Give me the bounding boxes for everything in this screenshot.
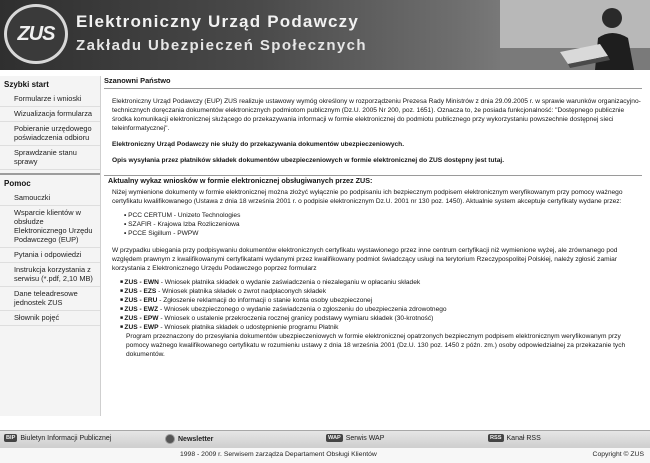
- sidebar-section-help: Pomoc: [4, 179, 31, 188]
- form-link-ewz[interactable]: ZUS - EWZ: [124, 306, 159, 313]
- form-desc: - Wniosek o ustalenie przekroczenia rocznej granicy podstawy wymiaru składek (30-krotność): [158, 315, 434, 322]
- bip-link[interactable]: [4, 434, 111, 442]
- sidebar-item-form-visualization[interactable]: Wizualizacja formularza: [0, 107, 100, 122]
- forms-list-title: Aktualny wykaz wniosków w formie elektronicznej obsługiwanych przez ZUS:: [108, 176, 373, 185]
- form-desc: - Wniosek płatnika składek o udostępnienie programu Płatnik: [158, 324, 339, 331]
- sidebar-item-contact-data[interactable]: Dane teleadresowe jednostek ZUS: [0, 287, 100, 311]
- newsletter-link[interactable]: [165, 434, 213, 444]
- rss-link[interactable]: [488, 434, 541, 442]
- rss-label: Kanał RSS: [506, 434, 541, 442]
- sidebar-section-quick-start: Szybki start: [4, 80, 49, 89]
- site-subtitle: Zakładu Ubezpieczeń Społecznych: [76, 37, 367, 54]
- certificate-warning: W przypadku ubiegania przy podpisywaniu dokumentów elektronicznych certyfikatu wystawionego przez inne centrum certyfikacji niż wymienione wyżej, ale zrównanego pod względem prawnym z kwalifikowanymi certyfikatami wydanymi przez kwalifikowany podmiot świadczący usługi na terytorium Rzeczypospolitej Polskiej, należy zgłosić zamiar korzystania z Elektronicznego Urzędu Podawczego poprzez formularz: [112, 247, 618, 272]
- form-link-eru[interactable]: ZUS - ERU: [124, 297, 158, 304]
- footer-management-text: 1998 - 2009 r. Serwisem zarządza Departament Obsługi Klientów: [180, 451, 377, 458]
- footer-link-bar: [0, 430, 650, 447]
- list-item: [120, 296, 644, 305]
- wap-icon: WAP: [328, 435, 341, 441]
- intro-paragraph: Elektroniczny Urząd Podawczy (EUP) ZUS realizuje ustawowy wymóg określony w rozporządzeniu Prezesa Rady Ministrów z dnia 29.09.2005 r. w sprawie warunków organizacyjno-technicznych doręczania dokumentów elektronicznych podmiotom publicznym (Dz.U. 2005 Nr 200, poz. 1651). Oznacza to, że posiada funkcjonalność: "Dostępnego publicznie środka komunikacji elektronicznej służącego do przekazywania informacji w formie elektronicznej do podmiotu publicznego przy wykorzystaniu powszechnie dostępnej sieci teleinformatycznej".: [112, 98, 641, 132]
- page-heading: Szanowni Państwo: [104, 76, 642, 89]
- forms-list-intro: Niżej wymienione dokumenty w formie elektronicznej można złożyć wyłącznie po podpisaniu ich bezpiecznym podpisem elektronicznym weryfikowanym przy pomocy ważnego certyfikatu kwalifikowanego (Ustawa z dnia 18 września 2001 r. o podpisie elektronicznym Dz.U. 2001 nr 130 poz. 1450). Aktualnie system akceptuje certyfikaty wydane przez:: [112, 189, 623, 205]
- zus-logo[interactable]: [4, 4, 68, 64]
- form-desc: - Wniosek ubezpieczonego o wydanie zaświadczenia o zgłoszeniu do ubezpieczenia zdrowotnego: [158, 306, 447, 313]
- form-link-ezs[interactable]: ZUS - EZS: [124, 288, 157, 295]
- rss-icon: RSS: [490, 435, 502, 441]
- wap-link[interactable]: [326, 434, 384, 442]
- list-item: [120, 287, 644, 296]
- list-item: • PCC CERTUM - Unizeto Technologies: [124, 211, 644, 220]
- sidebar-item-case-status[interactable]: Sprawdzanie stanu sprawy: [0, 146, 100, 170]
- header-photo-person-laptop: [500, 0, 650, 70]
- page-footer: [0, 447, 650, 463]
- electronic-forms-list: [104, 278, 644, 332]
- sidebar: [0, 76, 101, 416]
- list-item: [120, 305, 644, 314]
- form-link-ewp[interactable]: ZUS - EWP: [124, 324, 159, 331]
- sidebar-item-manual-pdf[interactable]: Instrukcja korzystania z serwisu (*.pdf, 2,10 MB): [0, 263, 100, 287]
- certificate-providers-list: [104, 211, 644, 238]
- list-item: [120, 314, 644, 323]
- logo-text: ZUS: [17, 22, 55, 45]
- form-desc: - Wniosek płatnika składek o wydanie zaświadczenia o niezaleganiu w opłacaniu składek: [158, 279, 421, 286]
- footer-copyright: Copyright © ZUS: [592, 451, 644, 458]
- page-header: [0, 0, 650, 70]
- list-item: [120, 278, 644, 287]
- main-content: [104, 76, 644, 416]
- sidebar-item-forms[interactable]: Formularze i wnioski: [0, 92, 100, 107]
- newsletter-icon: [165, 434, 175, 444]
- sidebar-item-tutorials[interactable]: Samouczki: [0, 191, 100, 206]
- sidebar-item-receipt-download[interactable]: Pobieranie urzędowego poświadczenia odbioru: [0, 122, 100, 146]
- list-item: • SZAFIR - Krajowa Izba Rozliczeniowa: [124, 220, 644, 229]
- wap-label: Serwis WAP: [345, 434, 385, 442]
- closing-paragraph: Program przeznaczony do przesyłania dokumentów ubezpieczeniowych w formie elektronicznej opatrzonych bezpiecznym podpisem elektronicznym weryfikowanym przy pomocy ważnego kwalifikowanego certyfikatu w rozumieniu ustawy z dnia 18 września 2001 (Dz.U. 130 poz. 1450 z późn. zm.) osoby odpowiedzialnej za przekazanie tych dokumentów.: [126, 333, 626, 358]
- list-item: [120, 323, 644, 332]
- form-desc: - Wniosek płatnika składek o zwrot nadpłaconych składek: [156, 288, 326, 295]
- form-desc: - Zgłoszenie reklamacji do informacji o stanie konta osoby ubezpieczonej: [157, 297, 373, 304]
- site-title: Elektroniczny Urząd Podawczy: [76, 12, 360, 31]
- sidebar-item-faq[interactable]: Pytania i odpowiedzi: [0, 248, 100, 263]
- bip-icon: BIP: [6, 435, 16, 441]
- sidebar-item-customer-support[interactable]: Wsparcie klientów w obsłudze Elektronicznego Urzędu Podawczego (EUP): [0, 206, 100, 248]
- bip-label: Biuletyn Informacji Publicznej: [20, 434, 112, 442]
- form-link-epw[interactable]: ZUS - EPW: [124, 315, 159, 322]
- notice-not-for-insurance-docs: Elektroniczny Urząd Podawczy nie służy do przekazywania dokumentów ubezpieczeniowych.: [112, 141, 405, 148]
- list-item: • PCCE Sigillum - PWPW: [124, 229, 644, 238]
- sidebar-item-glossary[interactable]: Słownik pojęć: [0, 311, 100, 326]
- notice-sending-description-link[interactable]: Opis wysyłania przez płatników składek dokumentów ubezpieczeniowych w formie elektronicznej do ZUS dostępny jest tutaj.: [112, 157, 505, 164]
- newsletter-label: Newsletter: [178, 435, 214, 443]
- form-link-ewn[interactable]: ZUS - EWN: [124, 279, 159, 286]
